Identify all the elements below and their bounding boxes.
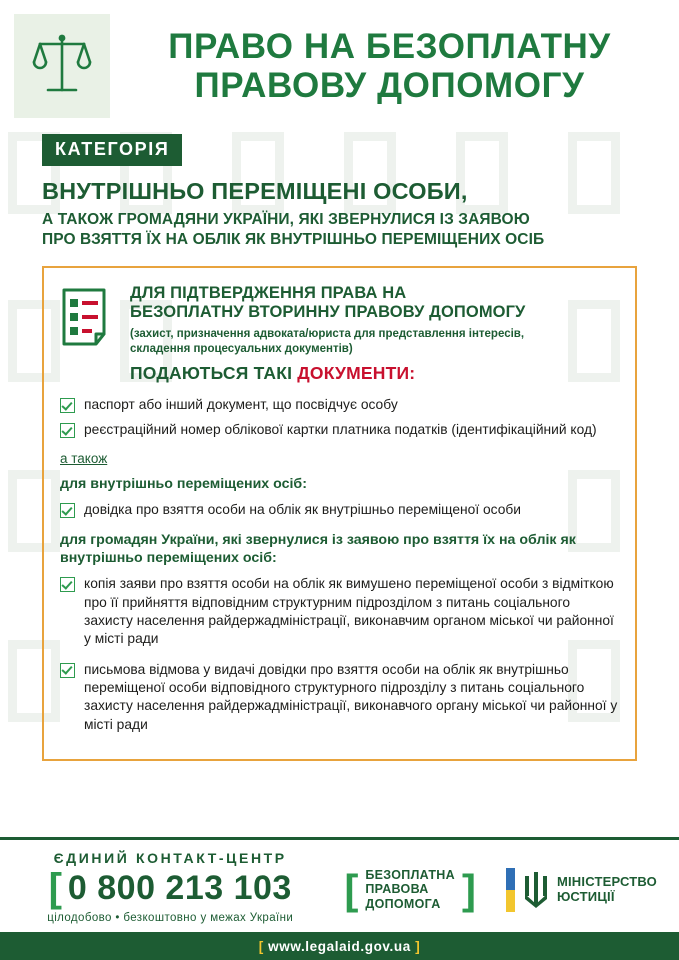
idp-documents-list — [60, 501, 619, 519]
title-line-2: ПРАВОВУ ДОПОМОГУ — [194, 66, 585, 105]
also-label: а також — [60, 450, 108, 466]
website-bar — [0, 932, 679, 960]
list-item-label: реєстраційний номер облікової картки платника податків (ідентифікаційний код) — [84, 422, 597, 438]
applicants-documents-list — [60, 575, 619, 734]
legal-aid-line-1: БЕЗОПЛАТНА — [365, 868, 455, 882]
common-documents-list — [60, 396, 619, 440]
legal-aid-line-2: ПРАВОВА — [365, 882, 429, 897]
bracket-left-icon: [ — [344, 865, 359, 913]
list-item-label: паспорт або інший документ, що посвідчує особу — [84, 397, 398, 413]
contact-center-label: ЄДИНИЙ КОНТАКТ-ЦЕНТР — [53, 850, 287, 866]
panel-submit-highlight: ДОКУМЕНТИ: — [297, 363, 416, 384]
category-badge: КАТЕГОРІЯ — [42, 134, 182, 166]
category-subtitle — [42, 210, 637, 250]
list-item — [60, 575, 619, 648]
check-icon — [60, 577, 75, 592]
document-checklist-icon — [60, 284, 116, 353]
subheading-applicants: для громадян України, які звернулися із заявою про взяття їх на облік як внутрішньо переміщених осіб: — [60, 531, 576, 566]
list-item — [60, 421, 619, 439]
list-item — [60, 661, 619, 734]
panel-title-line-2: БЕЗОПЛАТНУ ВТОРИННУ ПРАВОВУ ДОПОМОГУ — [130, 303, 526, 322]
panel-title — [130, 284, 619, 324]
ministry-line-2: ЮСТИЦІЇ — [556, 889, 615, 904]
bracket-right-icon: ] — [461, 865, 476, 913]
page-title — [110, 14, 665, 118]
trident-coat-of-arms-icon — [523, 870, 549, 910]
panel-submit-prefix: ПОДАЮТЬСЯ ТАКІ — [130, 363, 298, 384]
bracket-left-icon: [ — [258, 938, 264, 954]
panel-note-line-2: складення процесуальних документів) — [130, 342, 353, 355]
list-item — [60, 396, 619, 414]
ministry-logo-text — [557, 875, 657, 905]
panel-header — [60, 284, 619, 384]
phone-row — [22, 868, 318, 908]
check-icon — [60, 423, 75, 438]
list-item-label: копія заяви про взяття особи на облік як вимушено переміщеної особи з відміткою про її прийняття відповідним структурним підрозділом з питань соціального захисту населення райдержадміністрації, виконавчим органом міської чи районної у місті ради — [84, 576, 614, 647]
poster-header — [0, 0, 679, 118]
legal-aid-line-3: ДОПОМОГА — [365, 896, 441, 911]
category-section — [0, 118, 679, 250]
ukraine-flag-icon — [506, 868, 515, 912]
scales-of-justice-icon — [32, 32, 92, 100]
logo-box — [14, 14, 110, 118]
list-item — [60, 501, 619, 519]
panel-title-line-1: ДЛЯ ПІДТВЕРДЖЕННЯ ПРАВА НА — [130, 283, 407, 302]
website-link[interactable] — [259, 939, 421, 954]
title-line-1: ПРАВО НА БЕЗОПЛАТНУ — [168, 26, 611, 66]
check-icon — [60, 503, 75, 518]
ministry-logo — [506, 868, 657, 912]
ministry-line-1: МІНІСТЕРСТВО — [556, 874, 657, 890]
bracket-icon: [ — [48, 866, 62, 910]
check-icon — [60, 663, 75, 678]
list-item-label: довідка про взяття особи на облік як внутрішньо переміщеної особи — [84, 502, 521, 518]
documents-panel — [42, 266, 637, 761]
panel-note — [130, 327, 619, 356]
check-icon — [60, 398, 75, 413]
phone-number[interactable]: 0 800 213 103 — [67, 869, 292, 907]
contact-center-note: цілодобово • безкоштовно у межах України — [47, 912, 294, 924]
website-url[interactable]: www.legalaid.gov.ua — [268, 938, 411, 954]
category-main-title: ВНУТРІШНЬО ПЕРЕМІЩЕНІ ОСОБИ, — [42, 178, 468, 204]
list-item-label: письмова відмова у видачі довідки про взяття особи на облік як внутрішньо переміщеної особи відповідного структурного підрозділу з питань соціального захисту населення райдержадміністрації, виконавчого органу міської чи районної у місті ради — [84, 661, 618, 732]
category-subtitle-line-2: ПРО ВЗЯТТЯ ЇХ НА ОБЛІК ЯК ВНУТРІШНЬО ПЕРЕМІЩЕНИХ ОСІБ — [42, 230, 545, 248]
legal-aid-logo-text — [365, 868, 455, 911]
panel-note-line-1: (захист, призначення адвоката/юриста для представлення інтересів, — [130, 328, 525, 341]
bracket-right-icon: ] — [415, 938, 421, 954]
legal-aid-logo — [344, 865, 476, 913]
category-subtitle-line-1: А ТАКОЖ ГРОМАДЯНИ УКРАЇНИ, ЯКІ ЗВЕРНУЛИСЯ ІЗ ЗАЯВОЮ — [42, 211, 530, 229]
contact-center-block — [22, 848, 318, 924]
panel-submit-heading — [130, 363, 619, 384]
subheading-idp: для внутрішньо переміщених осіб: — [60, 475, 307, 492]
